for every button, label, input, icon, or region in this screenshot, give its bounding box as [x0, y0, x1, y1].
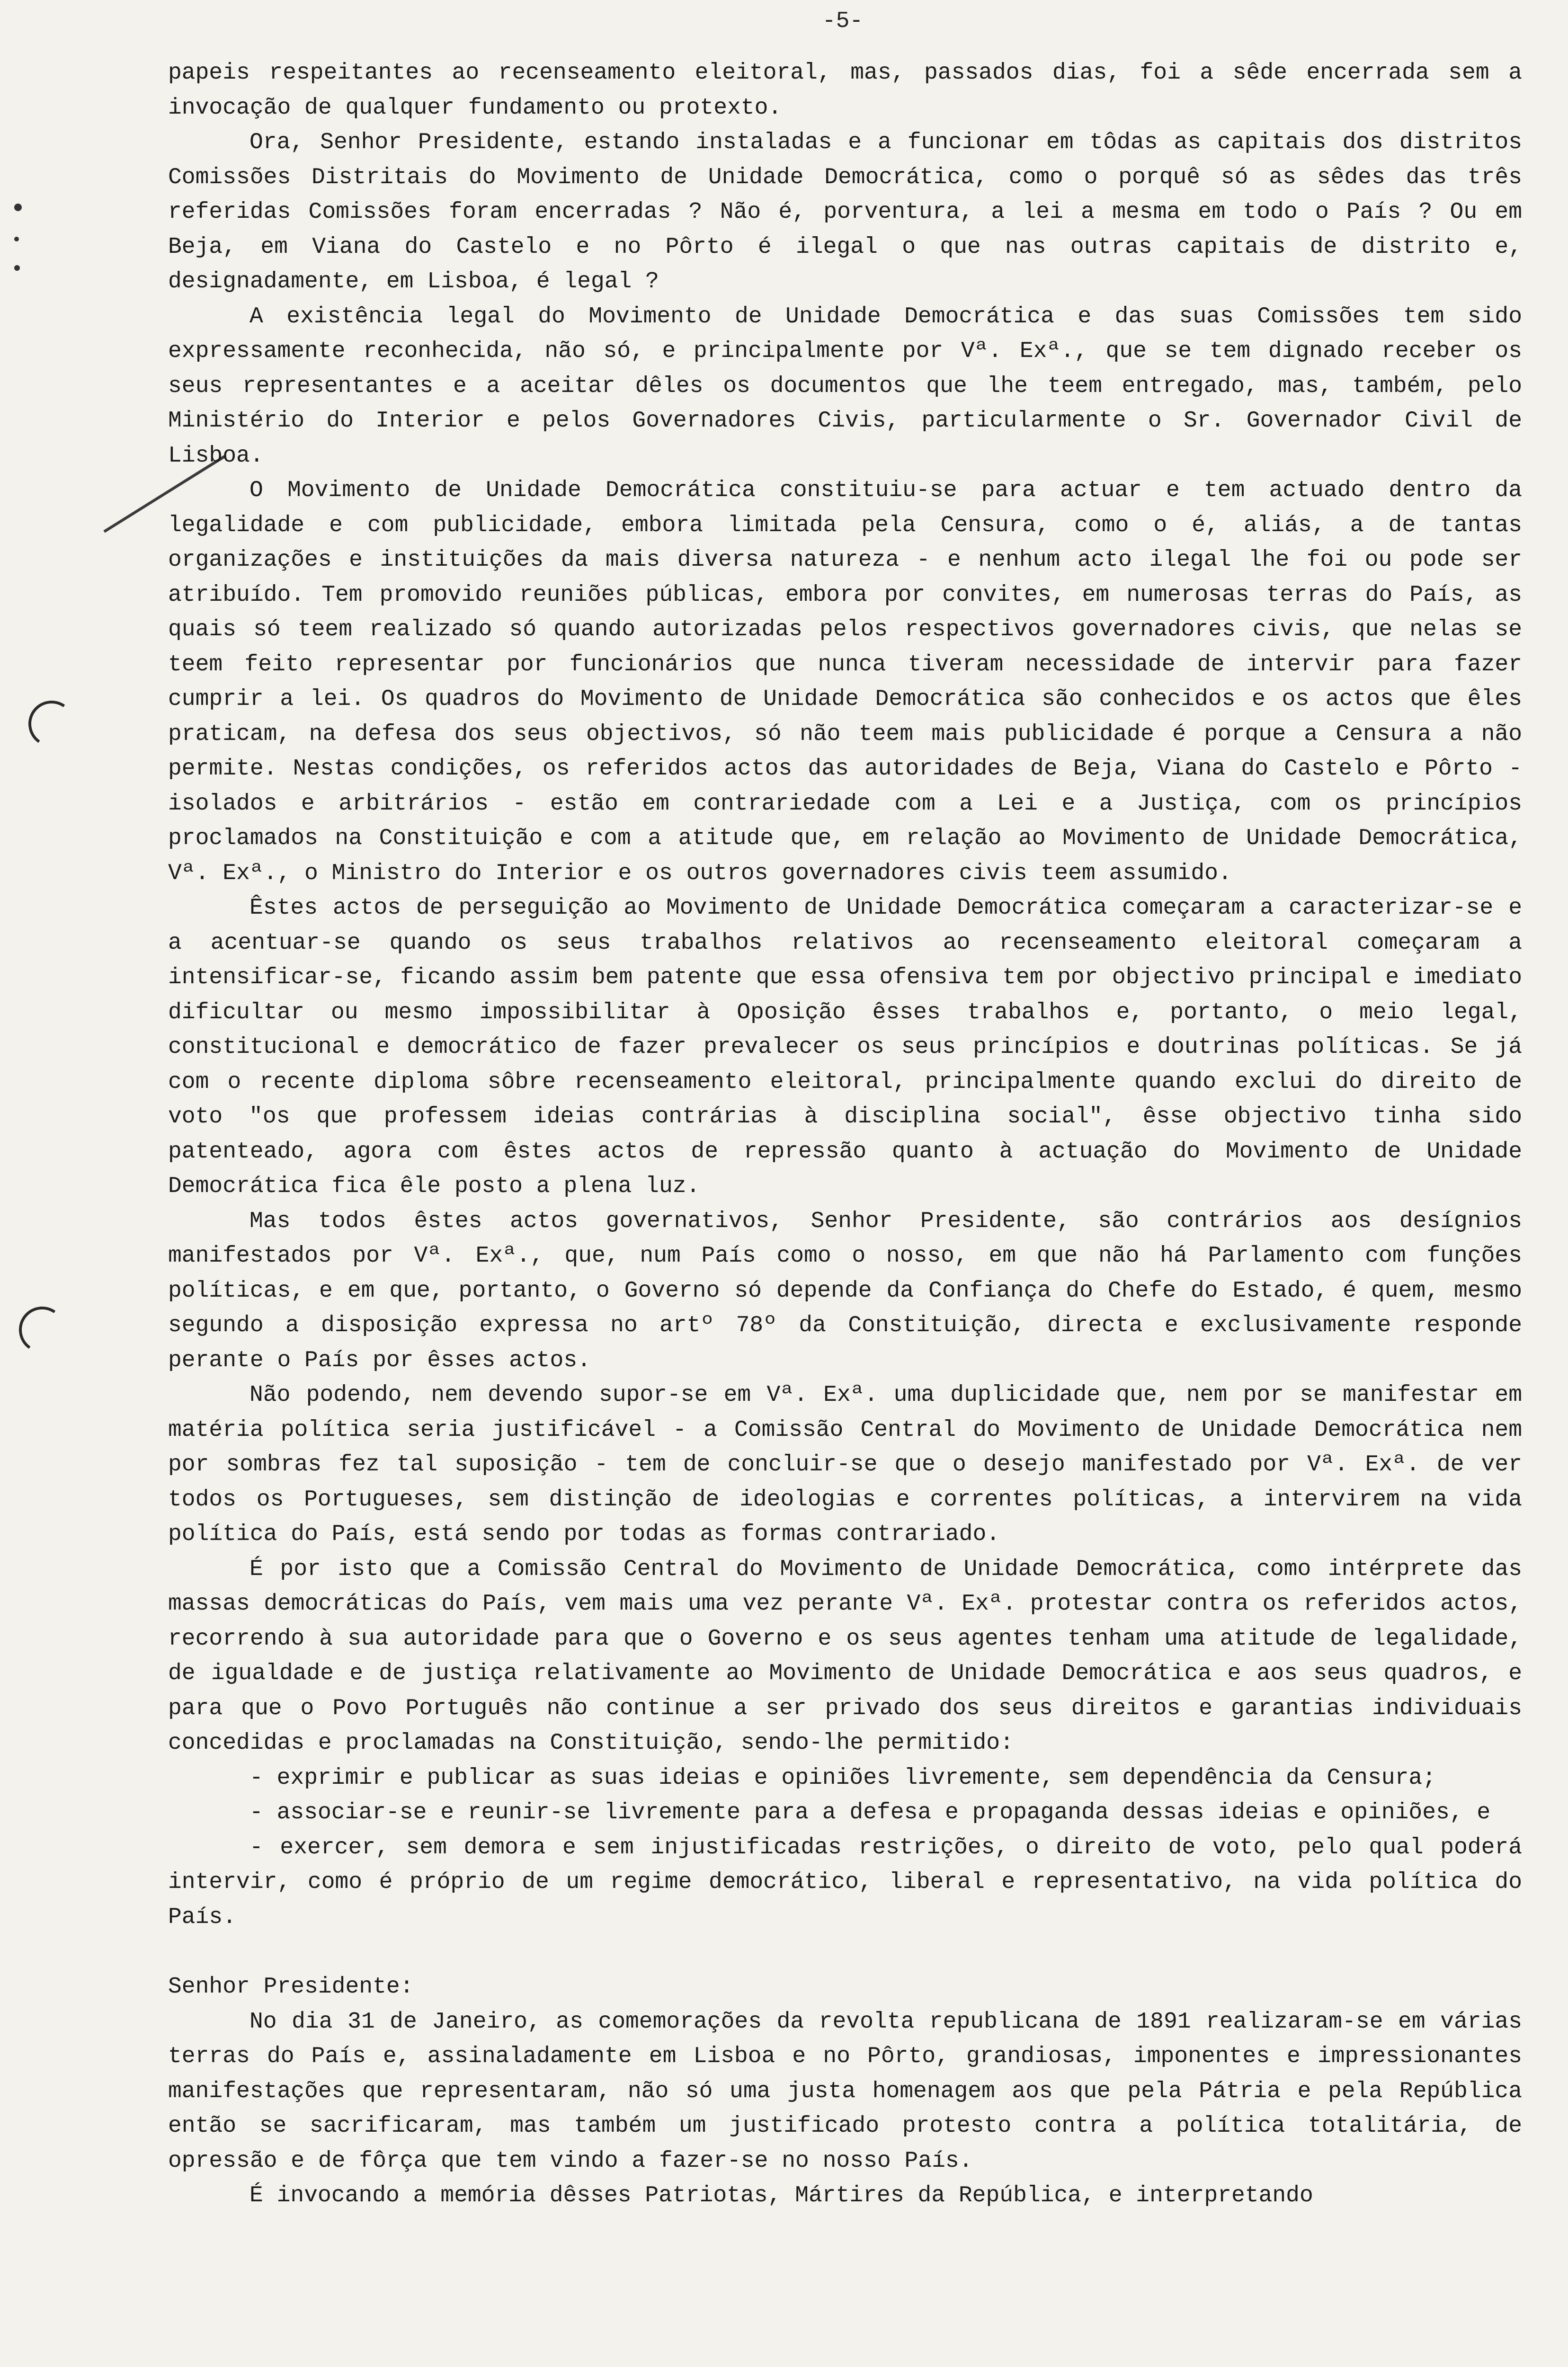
margin-curl-mark: [15, 1303, 69, 1357]
margin-dot: [14, 265, 20, 271]
paragraph: É por isto que a Comissão Central do Movimento de Unidade Democrática, como intérprete das massas democráticas do País, vem mais uma vez perante Vª. Exª. protestar contra os referidos actos, recorrendo à sua autoridade para que o Governo e os seus agentes tenham uma atitude de legalidade, de igualdade e de justiça relativamente ao Movimento de Unidade Democrática e aos seus quadros, e para que o Povo Português não continue a ser privado dos seus direitos e garantias individuais concedidas e proclamadas na Constituição, sendo-lhe permitido:: [168, 1556, 1522, 1756]
paragraph: Não podendo, nem devendo supor-se em Vª. Exª. uma duplicidade que, nem por se manifestar em matéria política seria justificável - a Comissão Central do Movimento de Unidade Democrática nem por sombras fez tal suposição - tem de concluir-se que o desejo manifestado por Vª. Exª. de ver todos os Portugueses, sem distinção de ideologias e correntes políticas, a intervirem na vida política do País, está sendo por todas as formas contrariado.: [168, 1382, 1522, 1547]
margin-dot: [14, 237, 19, 241]
paragraph: O Movimento de Unidade Democrática constituiu-se para actuar e tem actuado dentro da legalidade e com publicidade, embora limitada pela Censura, como o é, aliás, a de tantas organizações e instituições da mais diversa natureza - e nenhum acto ilegal lhe foi ou pode ser atribuído. Tem promovido reuniões públicas, embora por convites, em numerosas terras do País, as quais só teem realizado só quando autorizadas pelos respectivos governadores civis, que nelas se teem feito representar por funcionários que nunca tiveram necessidade de intervir para fazer cumprir a lei. Os quadros do Movimento de Unidade Democrática são conhecidos e os actos que êles praticam, na defesa dos seus objectivos, só não teem mais publicidade é porque a Censura a não permite. Nestas condições, os referidos actos das autoridades de Beja, Viana do Castelo e Pôrto - isolados e arbitrários - estão em contrariedade com a Lei e a Justiça, com os princípios proclamados na Constituição e com a atitude que, em relação ao Movimento de Unidade Democrática, Vª. Exª., o Ministro do Interior e os outros governadores civis teem assumido.: [168, 478, 1522, 886]
paragraph: Ora, Senhor Presidente, estando instaladas e a funcionar em tôdas as capitais dos distritos Comissões Distritais do Movimento de Unidade Democrática, como o porquê só as sêdes das três referidas Comissões foram encerradas ? Não é, porventura, a lei a mesma em todo o País ? Ou em Beja, em Viana do Castelo e no Pôrto é ilegal o que nas outras capitais de distrito e, designadamente, em Lisboa, é legal ?: [168, 130, 1522, 294]
list-item: - exercer, sem demora e sem injustificadas restrições, o direito de voto, pelo qual poderá intervir, como é próprio de um regime democrático, liberal e representativo, na vida política do País.: [168, 1834, 1522, 1930]
list-item: - exprimir e publicar as suas ideias e opiniões livremente, sem dependência da Censura;: [249, 1765, 1436, 1791]
paragraph: papeis respeitantes ao recenseamento eleitoral, mas, passados dias, foi a sêde encerrada sem a invocação de qualquer fundamento ou protexto.: [168, 60, 1522, 121]
document-body: [168, 56, 1522, 2214]
margin-dot: [14, 204, 22, 211]
paragraph: Mas todos êstes actos governativos, Senhor Presidente, são contrários aos desígnios manifestados por Vª. Exª., que, num País como o nosso, em que não há Parlamento com funções políticas, e em que, portanto, o Governo só depende da Confiança do Chefe do Estado, é quem, mesmo segundo a disposição expressa no artº 78º da Constituição, directa e exclusivamente responde perante o País por êsses actos.: [168, 1208, 1522, 1373]
salutation: Senhor Presidente:: [168, 1974, 414, 2000]
paragraph: Êstes actos de perseguição ao Movimento de Unidade Democrática começaram a caracterizar-se e a acentuar-se quando os seus trabalhos relativos ao recenseamento eleitoral começaram a intensificar-se, ficando assim bem patente que essa ofensiva tem por objectivo principal e imediato dificultar ou mesmo impossibilitar à Oposição êsses trabalhos e, portanto, o meio legal, constitucional e democrático de fazer prevalecer os seus princípios e doutrinas políticas. Se já com o recente diploma sôbre recenseamento eleitoral, principalmente quando exclui do direito de voto "os que professem ideias contrárias à disciplina social", êsse objectivo tinha sido patenteado, agora com êstes actos de repressão quanto à actuação do Movimento de Unidade Democrática fica êle posto a plena luz.: [168, 895, 1522, 1199]
paragraph: A existência legal do Movimento de Unidade Democrática e das suas Comissões tem sido expressamente reconhecida, não só, e principalmente por Vª. Exª., que se tem dignado receber os seus representantes e a aceitar dêles os documentos que lhe teem entregado, mas, também, pelo Ministério do Interior e pelos Governadores Civis, particularmente o Sr. Governador Civil de Lisboa.: [168, 303, 1522, 469]
list-item: - associar-se e reunir-se livremente para a defesa e propaganda dessas ideias e opiniões, e: [249, 1800, 1491, 1825]
paragraph: É invocando a memória dêsses Patriotas, Mártires da República, e interpretando: [249, 2183, 1313, 2208]
page-number: -5-: [822, 9, 864, 34]
paragraph: No dia 31 de Janeiro, as comemorações da revolta republicana de 1891 realizaram-se em várias terras do País e, assinaladamente em Lisboa e no Pôrto, grandiosas, imponentes e impressionantes manifestações que representaram, não só uma justa homenagem aos que pela Pátria e pela República então se sacrificaram, mas também um justificado protesto contra a política totalitária, de opressão e de fôrça que tem vindo a fazer-se no nosso País.: [168, 2009, 1522, 2174]
margin-curl-mark: [25, 697, 79, 751]
